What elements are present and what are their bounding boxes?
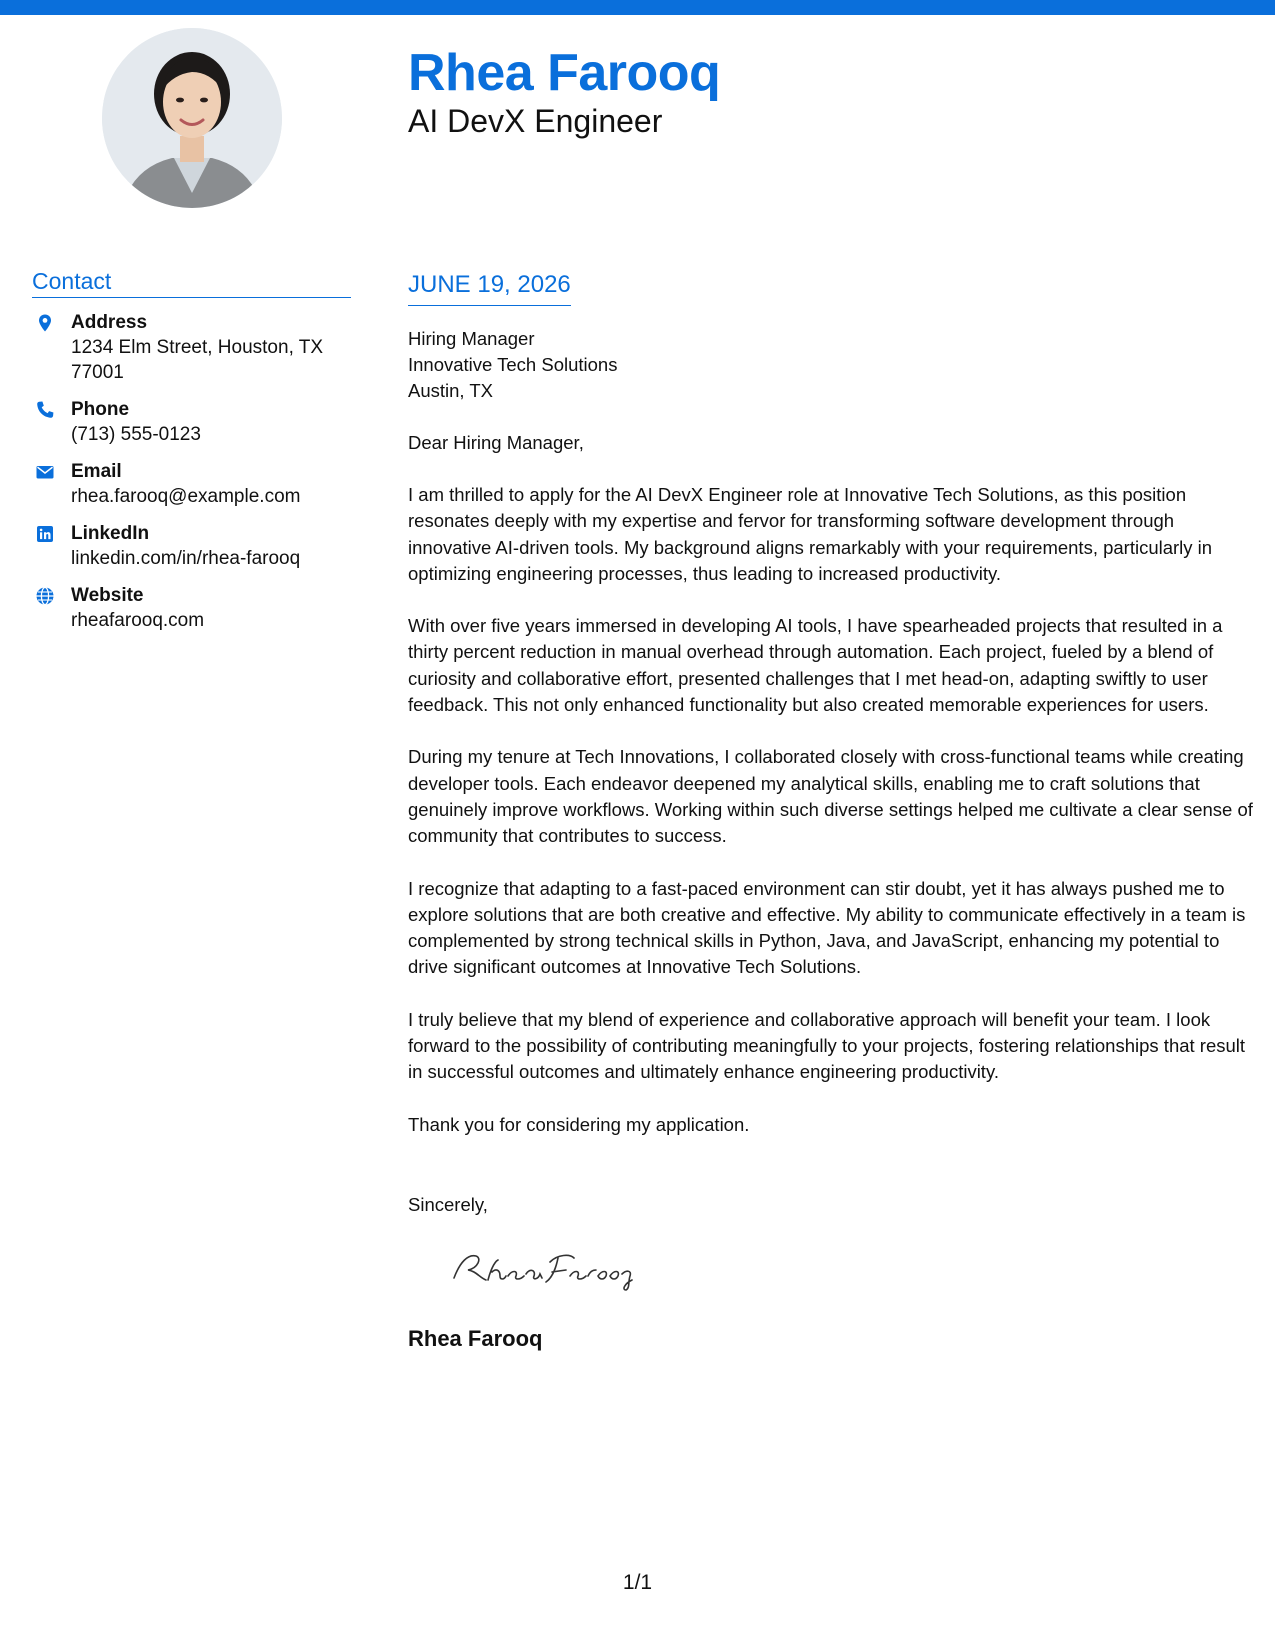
email-link[interactable]: rhea.farooq@example.com bbox=[71, 486, 301, 507]
closing: Sincerely, bbox=[408, 1193, 488, 1215]
recipient-block bbox=[408, 326, 1253, 404]
contact-label: Address bbox=[71, 312, 148, 333]
contact-label: Email bbox=[71, 461, 122, 482]
linkedin-link[interactable]: linkedin.com/in/rhea-farooq bbox=[71, 548, 301, 569]
contact-label: LinkedIn bbox=[71, 523, 150, 544]
letter-paragraph: I am thrilled to apply for the AI DevX Engineer role at Innovative Tech Solutions, as this position resonates deeply with my expertise and fervor for transforming software development through innovative AI-driven tools. My background aligns remarkably with your requirements, particularly in optimizing engineering processes, thus leading to increased productivity. bbox=[408, 484, 1213, 584]
profile-photo bbox=[102, 28, 282, 208]
contact-heading: Contact bbox=[32, 266, 351, 298]
salutation: Dear Hiring Manager, bbox=[408, 432, 584, 453]
map-pin-icon bbox=[35, 313, 55, 333]
contact-label: Phone bbox=[71, 399, 130, 420]
contact-linkedin bbox=[32, 521, 351, 571]
contact-address bbox=[32, 310, 351, 385]
signer-name: Rhea Farooq bbox=[408, 1325, 543, 1351]
recipient-line: Austin, TX bbox=[408, 380, 494, 401]
phone-link[interactable]: (713) 555-0123 bbox=[71, 424, 201, 445]
contact-list bbox=[32, 310, 351, 633]
letter-paragraph: During my tenure at Tech Innovations, I collaborated closely with cross-functional teams while creating developer tools. Each endeavor deepened my analytical skills, enabling me to craft solutions that genuinely improve workflows. Working within such diverse settings helped me cultivate a clear sense of community that contributes to success. bbox=[408, 746, 1253, 847]
recipient-line: Hiring Manager bbox=[408, 328, 535, 349]
recipient-line: Innovative Tech Solutions bbox=[408, 354, 618, 375]
contact-phone bbox=[32, 397, 351, 447]
contact-website bbox=[32, 583, 351, 633]
applicant-name: Rhea Farooq bbox=[408, 44, 721, 102]
website-link[interactable]: rheafarooq.com bbox=[71, 610, 205, 631]
letter-date: JUNE 19, 2026 bbox=[408, 270, 571, 306]
contact-sidebar bbox=[32, 266, 351, 645]
top-accent-bar bbox=[0, 0, 1275, 15]
contact-label: Website bbox=[71, 585, 144, 606]
letter-paragraph: Thank you for considering my application. bbox=[408, 1113, 750, 1135]
letter-paragraph: With over five years immersed in developing AI tools, I have spearheaded projects that resulted in a thirty percent reduction in manual overhead through automation. Each project, fueled by a blend of curiosity and collaborative effort, presented challenges that I met head-on, adapting swiftly to user feedback. This not only enhanced functionality but also created memorable experiences for users. bbox=[408, 615, 1223, 716]
envelope-icon bbox=[35, 462, 55, 482]
contact-value: 1234 Elm Street, Houston, TX 77001 bbox=[71, 337, 324, 383]
contact-email bbox=[32, 459, 351, 509]
linkedin-icon bbox=[35, 524, 55, 544]
phone-icon bbox=[35, 400, 55, 420]
handwritten-signature bbox=[446, 1240, 646, 1292]
letter-paragraph: I truly believe that my blend of experience and collaborative approach will benefit your team. I look forward to the possibility of contributing meaningfully to your projects, fostering relationships that result in successful outcomes and ultimately enhance engineering productivity. bbox=[408, 1008, 1246, 1083]
letter-paragraph: I recognize that adapting to a fast-paced environment can stir doubt, yet it has always pushed me to explore solutions that are both creative and effective. My ability to communicate effectively in a team is complemented by strong technical skills in Python, Java, and JavaScript, enhancing my potential to drive significant outcomes at Innovative Tech Solutions. bbox=[408, 877, 1246, 978]
globe-icon bbox=[35, 586, 55, 606]
letter-body bbox=[408, 270, 1253, 1353]
job-title: AI DevX Engineer bbox=[408, 103, 663, 139]
page-number: 1/1 bbox=[622, 1571, 653, 1594]
